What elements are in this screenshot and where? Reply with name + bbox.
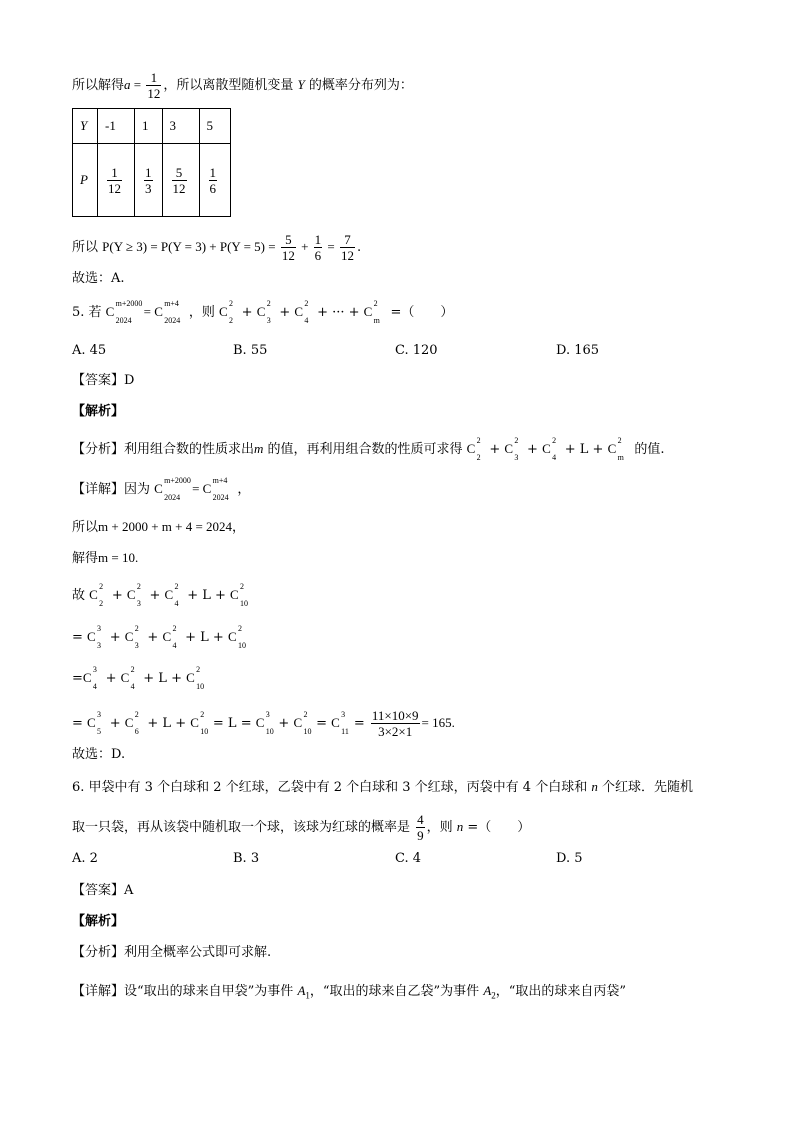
q5-step-2: 解得m = 10. (72, 550, 139, 565)
table-cell: 1 (135, 109, 163, 144)
table-cell: $\frac{5}{12}$ (162, 144, 199, 217)
q6-option-c: C. 4 (395, 851, 422, 866)
q6-stem-line-2: 取一只袋，再从该袋中随机取一个球，该球为红球的概率是 $\frac{4}{9}$ ，则 n =（ ） (72, 812, 531, 843)
q4-answer-choice: 故选：A. (72, 271, 125, 286)
table-cell: 5 (199, 109, 230, 144)
q6-fenxi: 【分析】利用全概率公式即可求解. (72, 945, 272, 960)
q5-detail: 【详解】因为 C m+2000 2024 = C m+4 2024 ， (72, 476, 251, 502)
q6-option-a: A. 2 (72, 851, 98, 866)
q6-option-b: B. 3 (233, 851, 260, 866)
q5-option-c: C. 120 (395, 343, 438, 358)
q5-option-a: A. 45 (72, 343, 107, 358)
q5-stem: 5. 若 C m+2000 2024 = C m+4 2024 ，则 C 2 2 + C 2 3 + C 2 4 + ··· + C 2 m =（ ） (72, 299, 454, 325)
q6-detail: 【详解】设“取出的球来自甲袋”为事件 $A_1$，“取出的球来自乙袋”为事件 $A_2$，“取出的球来自丙袋” (72, 983, 627, 1001)
q5-option-b: B. 55 (233, 343, 268, 358)
solution-line-a: 所以解得a = $\frac{1}{12}$ ，所以离散型随机变量 Y 的概率分布列为： (72, 70, 413, 101)
q5-step-1: 所以m + 2000 + m + 4 = 2024， (72, 519, 246, 534)
q5-step-6: = C 3 5 + C 2 6 + L + C 2 10 = L = C 3 10 + C 2 10 = C 3 11 = $\frac{11\times 10\times 9}{3\times 2\times 1}$ = 165. (72, 708, 455, 739)
q6-analysis-title: 【解析】 (72, 914, 125, 929)
probability-distribution-table (72, 108, 231, 217)
table-cell: Y (73, 109, 98, 144)
q5-option-d: D. 165 (556, 343, 600, 358)
q5-answer-choice: 故选：D. (72, 747, 126, 762)
table-cell: 3 (162, 109, 199, 144)
table-cell: P (73, 144, 98, 217)
table-cell: $\frac{1}{12}$ (98, 144, 135, 217)
table-cell: $\frac{1}{3}$ (135, 144, 163, 217)
table-cell: -1 (98, 109, 135, 144)
q5-fenxi: 【分析】利用组合数的性质求出m 的值，再利用组合数的性质可求得 C 2 2 + C 2 3 + C 2 4 + L + C 2 m 的值. (72, 436, 665, 462)
q5-answer: 【答案】D (72, 373, 135, 388)
q5-step-5: =C 3 4 + C 2 4 + L + C 2 10 (72, 665, 205, 691)
probability-sum-line: 所以 P(Y ≥ 3) = P(Y = 3) + P(Y = 5) = $\frac{5}{12}$ + $\frac{1}{6}$ = $\frac{7}{12}$ . (72, 232, 362, 263)
table-cell: $\frac{1}{6}$ (199, 144, 230, 217)
fraction-a: $\frac{1}{12}$ (147, 70, 161, 101)
q6-option-d: D. 5 (556, 851, 583, 866)
q6-answer: 【答案】A (72, 883, 134, 898)
table-row (73, 109, 231, 144)
q5-analysis-title: 【解析】 (72, 404, 125, 419)
q5-step-3: 故 C 2 2 + C 2 3 + C 2 4 + L + C 2 10 (72, 582, 249, 608)
table-row (73, 144, 231, 217)
q5-step-4: = C 3 3 + C 2 3 + C 2 4 + L + C 2 10 (72, 624, 246, 650)
q6-stem-line-1: 6. 甲袋中有 3 个白球和 2 个红球，乙袋中有 2 个白球和 3 个红球，丙袋中有 4 个白球和 n 个红球．先随机 (72, 779, 693, 795)
